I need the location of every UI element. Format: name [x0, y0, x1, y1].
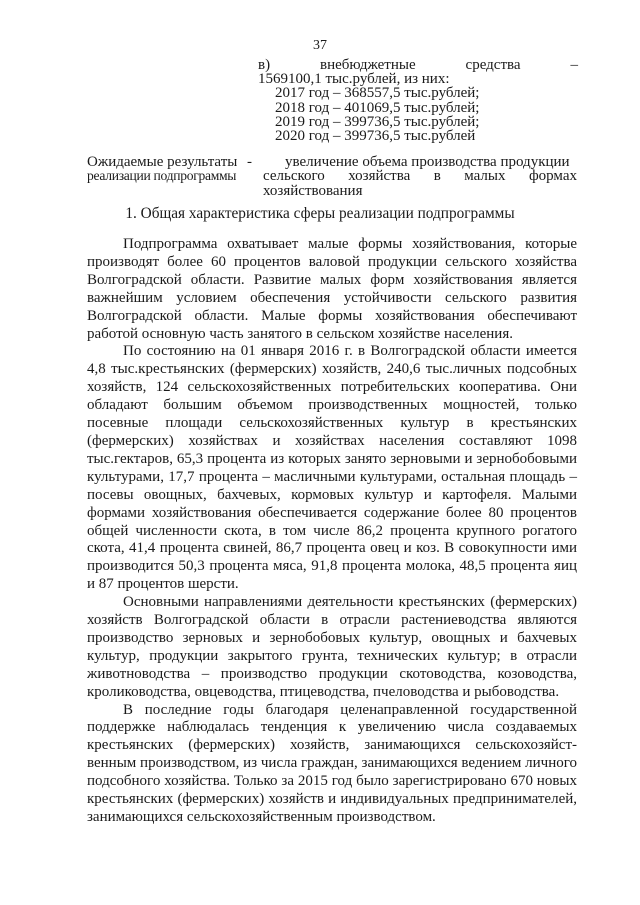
funding-year-2018: 2018 год – 401069,5 тыс.рублей;: [275, 99, 480, 116]
paragraph: По состоянию на 01 января 2016 г. в Волгоградской области имеется 4,8 тыс.крестьянских (фермерских) хозяйств, 240,6 тыс.личных подсобных хозяйств, 124 сельскохозяйственных потребительских кооператива. Они обладают большим объемом производственных мощностей, только посевные площади сельскохозяйственных культур в крестьянских (фермерских) хозяйствах и хозяйствах населения составляют 1098 тыс.гектаров, 65,3 процента из которых занято зерновыми и зернобобовыми культурами, 17,7 процента – масличными культурами, остальная площадь – посевы овощных, бахчевых, кормовых культур и картофеля. Малыми формами хозяйствования обеспечивается содержание более 80 процентов общей численности скота, в том числе 86,2 процента крупного рогатого скота, 41,4 процента свиней, 86,7 процента овец и коз. В совокупности ими производится 50,3 процента мяса, 91,8 процента молока, 48,5 процента яиц и 87 процентов шерсти.: [87, 343, 577, 593]
expected-results-value-line2: [263, 169, 577, 183]
funding-item-word: внебюджетные: [320, 57, 416, 73]
value-word: малых: [464, 168, 506, 185]
funding-total: 1569100,1 тыс.рублей, из них:: [258, 71, 450, 88]
value-word: сельского: [263, 168, 325, 185]
expected-results-value-line1: увеличение объема производства продукции: [285, 154, 570, 170]
expected-results-value: [263, 155, 577, 198]
paragraph: Основными направлениями деятельности крестьянских (фермерских) хозяйств Волгоградской области в отрасли растениеводства являются производство зерновых и зернобобовых культур, овощных и бахчевых культур, продукции закрытого грунта, технических культур; в отрасли животноводства – производство продукции скотоводства, козоводства, кролиководства, овцеводства, птицеводства, пчеловодства и рыбоводства.: [87, 594, 577, 700]
funding-block: [258, 58, 578, 143]
expected-results-label-line1: Ожидаемые результаты: [87, 154, 238, 170]
funding-item-tail: средства: [465, 57, 521, 73]
value-word: хозяйства: [348, 168, 411, 185]
paragraph: Подпрограмма охватывает малые формы хозяйствования, которые производят более 60 процентов валовой продукции сельского хозяйства Волгоградской области. Развитие малых форм хозяйствования является важнейшим условием обеспечения устойчивости сельского развития Волгоградской области. Малые формы хозяйствования обеспечивают работой основную часть занятого в сельском хозяйстве населения.: [87, 236, 577, 342]
funding-year-2017: 2017 год – 368557,5 тыс.рублей;: [275, 85, 480, 102]
body-text: [87, 236, 577, 827]
funding-year-2020: 2020 год – 399736,5 тыс.рублей: [275, 128, 476, 145]
funding-item-line: [258, 58, 578, 72]
paragraph: В последние годы благодаря целенаправленной государственной поддержке наблюдалась тенденция к увеличению числа создаваемых крестьянских (фермерских) хозяйств, занимающихся сельскохозяйст-венным производством, из числа граждан, занимающихся ведением личного подсобного хозяйства. Только за 2015 год было зарегистрировано 670 новых крестьянских (фермерских) хозяйств и индивидуальных предпринимателей, занимающихся сельскохозяйственным производством.: [87, 701, 577, 825]
expected-results-label: [87, 155, 267, 184]
value-word: формах: [528, 168, 577, 185]
section-title: 1. Общая характеристика сферы реализации подпрограммы: [125, 205, 515, 222]
funding-item-marker: в): [258, 57, 271, 73]
expected-results-value-line3: хозяйствования: [263, 182, 363, 199]
expected-results-dash: -: [247, 154, 252, 170]
expected-results-label-line2: реализации подпрограммы: [87, 168, 237, 184]
funding-item-dash: –: [570, 57, 578, 73]
value-word: в: [433, 168, 441, 185]
page-number: 37: [313, 38, 327, 53]
funding-year-2019: 2019 год – 399736,5 тыс.рублей;: [275, 113, 480, 130]
